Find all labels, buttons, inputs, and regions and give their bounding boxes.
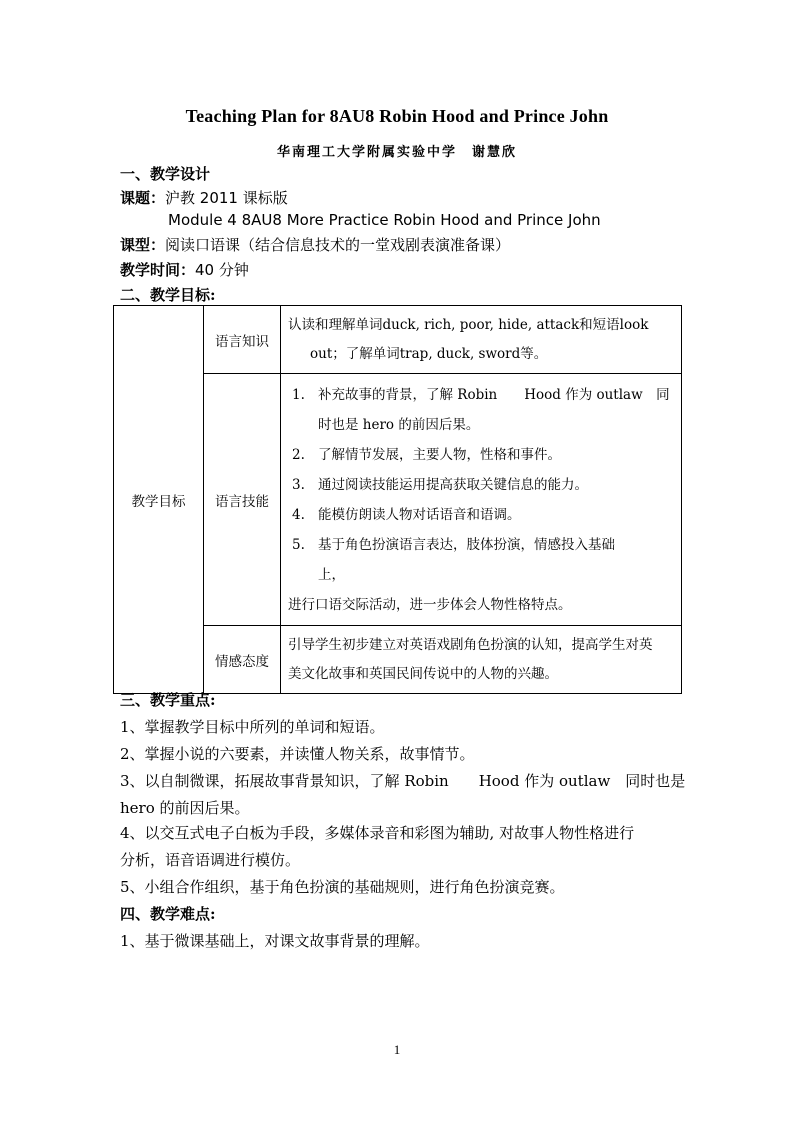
- key-point-3: 3、以自制微课，拓展故事背景知识，了解 Robin Hood 作为 outlaw 同时也是: [120, 772, 686, 790]
- skill-tail: 进行口语交际活动，进一步体会人物性格特点。: [288, 597, 572, 613]
- knowledge-content: [281, 306, 682, 374]
- attitude-line-2: 美文化故事和英国民间传说中的人物的兴趣。: [288, 666, 558, 682]
- key-point-2: 2、掌握小说的六要素，并读懂人物关系，故事情节。: [120, 745, 475, 763]
- skills-content: [281, 374, 682, 626]
- table-row: [114, 306, 682, 374]
- time-value: 40 分钟: [195, 261, 249, 279]
- time-line: [120, 259, 249, 280]
- skill-item-5: 5. 基于角色扮演语言表达，肢体扮演，情感投入基础: [292, 537, 615, 553]
- course-value-2: Module 4 8AU8 More Practice Robin Hood and Prince John: [168, 211, 601, 229]
- section4-heading: 四、教学难点:: [120, 905, 216, 923]
- course-line: [120, 187, 288, 208]
- knowledge-label: 语言知识: [204, 306, 281, 374]
- section1-heading: 一、教学设计: [120, 165, 211, 183]
- type-line: [120, 234, 510, 255]
- key-point-3-cont: hero 的前因后果。: [120, 799, 250, 817]
- key-point-4: 4、以交互式电子白板为手段，多媒体录音和彩图为辅助, 对故事人物性格进行: [120, 824, 635, 842]
- document-title: Teaching Plan for 8AU8 Robin Hood and Prince John: [185, 106, 609, 126]
- skill-item-2: 2. 了解情节发展，主要人物，性格和事件。: [292, 447, 561, 463]
- knowledge-line-2: out；了解单词trap, duck, sword等。: [310, 346, 548, 362]
- skill-item-3: 3. 通过阅读技能运用提高获取关键信息的能力。: [292, 477, 588, 493]
- skill-item-1: 1. 补充故事的背景，了解 Robin Hood 作为 outlaw 同: [292, 387, 670, 403]
- key-point-4-cont: 分析，语音语调进行模仿。: [120, 851, 301, 869]
- skill-item-1-cont: 时也是 hero 的前因后果。: [318, 417, 480, 433]
- time-label: 教学时间：: [120, 261, 196, 279]
- section3-heading: 三、教学重点:: [120, 691, 216, 709]
- attitude-label: 情感态度: [204, 626, 281, 694]
- skills-label: 语言技能: [204, 374, 281, 626]
- type-value: 阅读口语课（结合信息技术的一堂戏剧表演准备课）: [165, 236, 511, 254]
- page-number: 1: [393, 1042, 401, 1057]
- difficulty-1: 1、基于微课基础上，对课文故事背景的理解。: [120, 932, 430, 950]
- goals-table: [113, 305, 682, 694]
- goals-row-header: 教学目标: [114, 306, 204, 694]
- type-label: 课型：: [120, 236, 166, 254]
- attitude-content: [281, 626, 682, 694]
- attitude-line-1: 引导学生初步建立对英语戏剧角色扮演的认知，提高学生对英: [288, 637, 653, 653]
- section2-heading: 二、教学目标:: [120, 286, 216, 304]
- key-point-1: 1、掌握教学目标中所列的单词和短语。: [120, 718, 385, 736]
- author-line: 华南理工大学附属实验中学 谢慧欣: [276, 145, 517, 160]
- key-point-5: 5、小组合作组织，基于角色扮演的基础规则，进行角色扮演竞赛。: [120, 878, 565, 896]
- course-label: 课题：: [120, 189, 166, 207]
- skill-item-5-cont: 上，: [318, 567, 345, 583]
- skill-item-4: 4. 能模仿朗读人物对话语音和语调。: [292, 507, 521, 523]
- knowledge-line-1: 认读和理解单词duck, rich, poor, hide, attack和短语look: [288, 317, 649, 333]
- course-value-1: 沪教 2011 课标版: [165, 189, 288, 207]
